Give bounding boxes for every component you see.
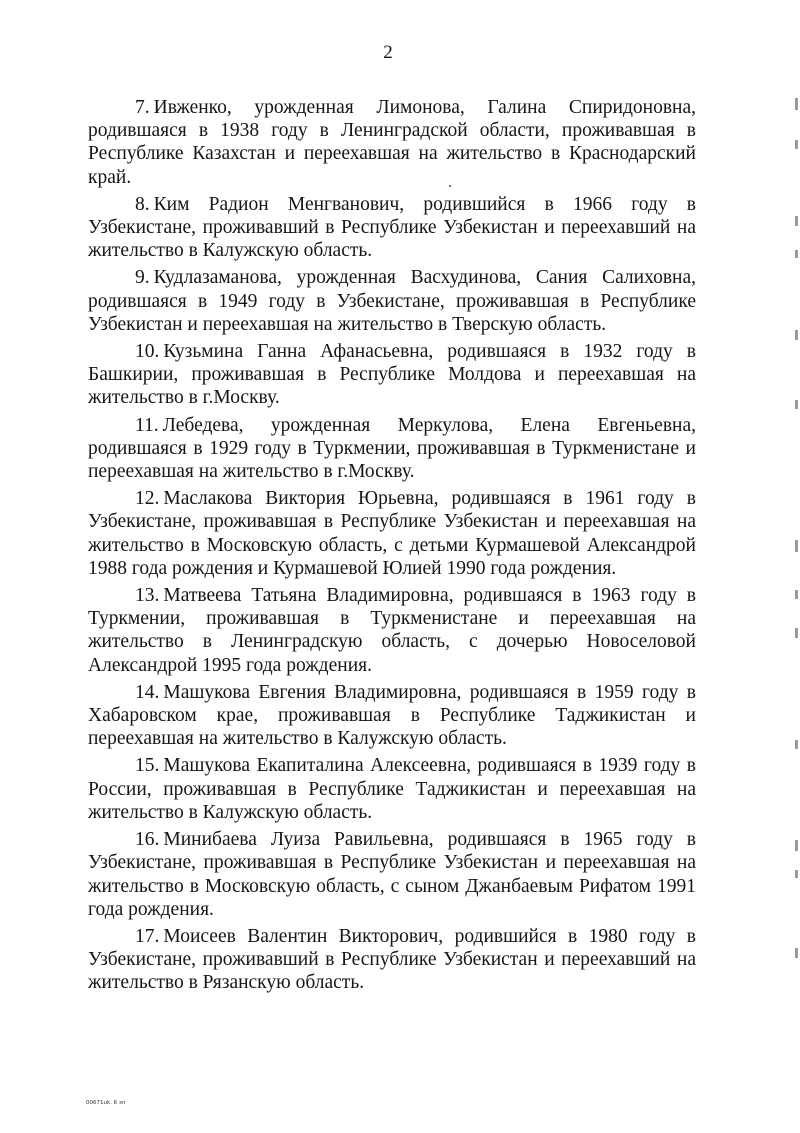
edge-mark: [795, 540, 798, 552]
item-number: 15.: [135, 755, 160, 777]
list-item: [88, 925, 696, 995]
edge-mark: [795, 98, 798, 110]
edge-mark: [795, 628, 798, 638]
list-item: [88, 754, 696, 824]
item-text: Моисеев Валентин Викторович, родившийся в 1980 году в Узбекистане, проживавший в Республике Узбекистан и переехавший на жительство в Рязанскую область.: [88, 925, 696, 994]
list-item: [88, 340, 696, 410]
document-code: 00671uk. 6 зп: [86, 1100, 126, 1106]
list-item: [88, 193, 696, 263]
item-number: 7.: [135, 97, 150, 118]
page-number: 2: [383, 42, 393, 63]
item-number: 10.: [135, 341, 160, 363]
edge-mark: [795, 590, 798, 599]
list-item: [88, 681, 696, 751]
item-text: Ким Радион Менгванович, родившийся в 1966 году в Узбекистане, проживавший в Республике Узбекистан и переехавший на жительство в Калужскую область.: [88, 193, 696, 262]
edge-mark: [795, 870, 798, 878]
item-number: 12.: [135, 488, 160, 510]
item-number: 9.: [135, 267, 150, 289]
edge-mark: [795, 840, 798, 851]
item-number: 17.: [135, 925, 160, 947]
item-number: 8.: [135, 193, 150, 215]
edge-mark: [795, 400, 798, 409]
item-number: 16.: [135, 829, 160, 851]
document-body: [88, 96, 696, 999]
edge-mark: [795, 948, 798, 958]
edge-mark: [795, 330, 798, 340]
list-item: [88, 584, 696, 677]
list-item: [88, 96, 696, 189]
list-item: [88, 414, 696, 484]
item-text: Ивженко, урожденная Лимонова, Галина Спиридоновна, родившаяся в 1938 году в Ленинградской области, проживавшая в Республике Казахстан и переехавшая на жительство в Краснодарский край.: [88, 97, 696, 188]
list-item: [88, 828, 696, 921]
edge-mark: [795, 216, 798, 226]
item-number: 11.: [135, 414, 159, 436]
list-item: [88, 266, 696, 336]
item-text: Минибаева Луиза Равильевна, родившаяся в 1965 году в Узбекистане, проживавшая в Республике Узбекистан и переехавшая на жительство в Московскую область, с сыном Джанбаевым Рифатом 1991 года рождения.: [88, 829, 696, 920]
item-text: Матвеева Татьяна Владимировна, родившаяся в 1963 году в Туркмении, проживавшая в Туркменистане и переехавшая на жительство в Ленинградскую область, с дочерью Новоселовой Александрой 1995 года рождения.: [88, 585, 696, 676]
scan-edge-marks: [792, 0, 800, 1133]
item-text: Машукова Евгения Владимировна, родившаяся в 1959 году в Хабаровском крае, проживавшая в Республике Таджикистан и переехавшая на жительство в Калужскую область.: [88, 681, 696, 750]
scan-speck: [449, 185, 451, 187]
item-number: 14.: [135, 681, 160, 703]
item-text: Машукова Екапиталина Алексеевна, родившаяся в 1939 году в России, проживавшая в Республике Таджикистан и переехавшая на жительство в Калужскую область.: [88, 755, 696, 823]
list-item: [88, 487, 696, 580]
edge-mark: [795, 140, 798, 149]
edge-mark: [795, 740, 798, 749]
edge-mark: [795, 250, 798, 258]
item-text: Лебедева, урожденная Меркулова, Елена Евгеньевна, родившаяся в 1929 году в Туркмении, проживавшая в Туркменистане и переехавшая на жительство в г.Москву.: [88, 414, 696, 483]
item-number: 13.: [135, 585, 160, 607]
item-text: Маслакова Виктория Юрьевна, родившаяся в 1961 году в Узбекистане, проживавшая в Республике Узбекистан и переехавшая на жительство в Московскую область, с детьми Курмашевой Александрой 1988 года рождения и Курмашевой Юлией 1990 года рождения.: [88, 488, 696, 579]
item-text: Кузьмина Ганна Афанасьевна, родившаяся в 1932 году в Башкирии, проживавшая в Республике Молдова и переехавшая на жительство в г.Москву.: [88, 341, 696, 409]
item-text: Кудлазаманова, урожденная Васхудинова, Сания Салиховна, родившаяся в 1949 году в Узбекистане, проживавшая в Республике Узбекистан и переехавшая на жительство в Тверскую область.: [88, 267, 696, 335]
